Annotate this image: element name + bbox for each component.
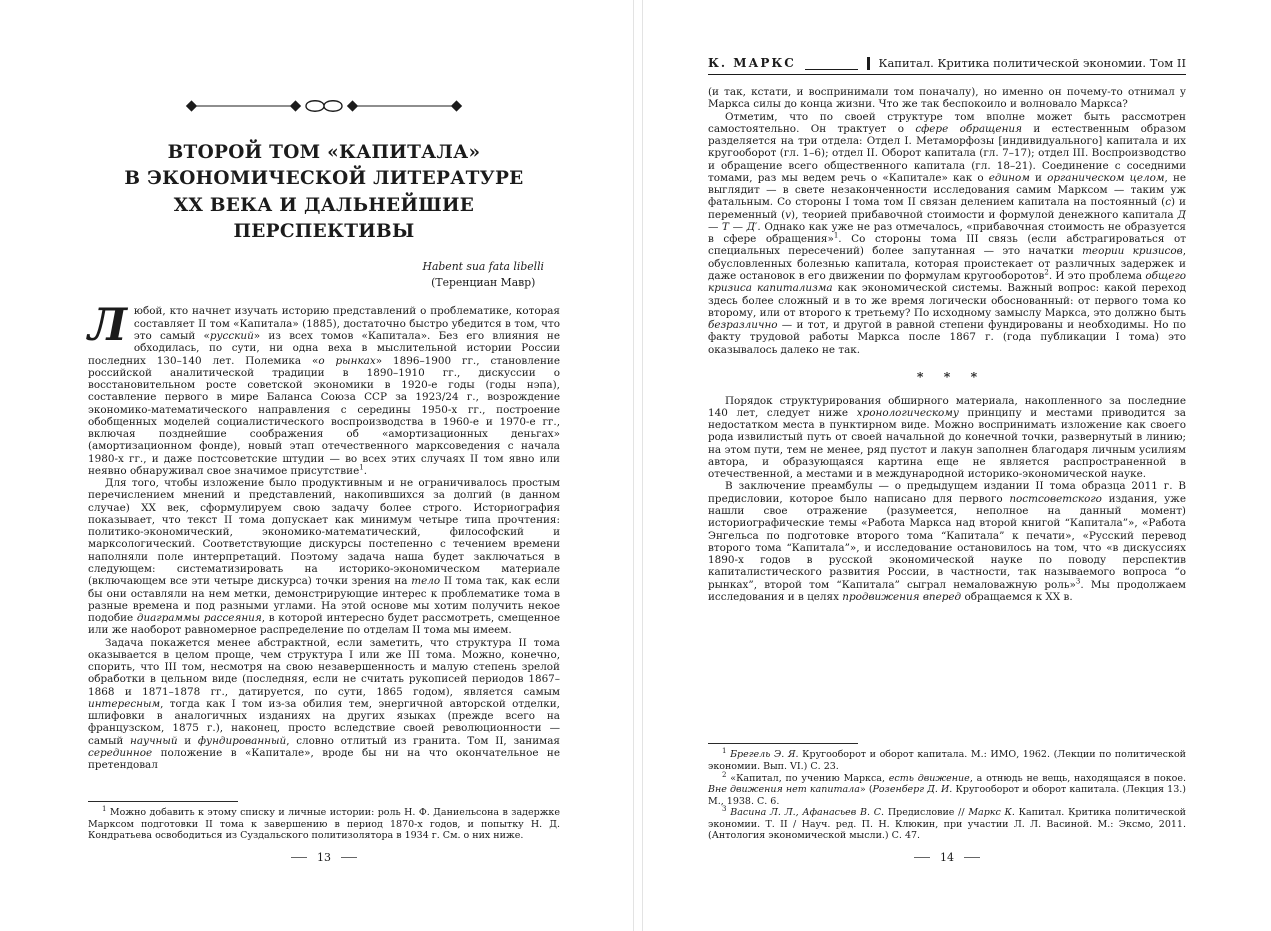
page-number-value: 13 [317, 851, 331, 864]
page-left [88, 56, 560, 864]
page-number-right [708, 851, 1186, 864]
page-number-rule [964, 857, 980, 858]
epigraph [423, 259, 544, 291]
section-separator: * * * [916, 368, 986, 384]
paragraph [88, 300, 560, 477]
chapter-title-line-3: XX ВЕКА И ДАЛЬНЕЙШИЕ [173, 194, 475, 216]
page-number-left [88, 851, 560, 864]
chapter-title-line-2: В ЭКОНОМИЧЕСКОЙ ЛИТЕРАТУРЕ [124, 168, 524, 190]
paragraph: Отметим, что по своей структуре том вполне может быть рассмотрен самостоятельно. Он трактует о сфере обращения и естественным образом разделяется на три отдела: Отдел I. Метаморфозы [индивидуального] капитала и их кругооборот (гл. 1–6); отдел II. Оборот капитала (гл. 7–17); отдел III. Воспроизводство и обращение всего общественного капитала (гл. 18–21). Соединение с соседними томами, раз мы ведем речь о «Капитале» как о едином и органическом целом, не выглядит — в свете незаконченности исследования самим Марксом — таким уж фатальным. Со стороны I тома том II связан делением капитала на постоянный (c) и переменный (v), теорией прибавочной стоимости и формулой денежного капитала Д — Т — Д′. Однако как уже не раз отмечалось, «прибавочная стоимость не образуется в сфере обращения»$^1$. Со стороны тома III связь (если абстрагироваться от специальных пересечений) более запутанная — это начатки теории кризисов, обусловленных болезнью капитала, которая проистекает от различных задержек и даже остановок в его движении по формулам кругооборотов$^2$. И это проблема общего кризиса капитализма как экономической системы. Важный вопрос: какой переход здесь более сложный и в то же время логически обоснованный: от первого тома ко второму, или от второго к третьему? По исходному замыслу Маркса, это должно быть безразлично — и тот, и другой в равной степени фундированы и необходимы. Но по факту трудовой работы Маркса после 1867 г. (года публикации I тома) это оказывалось далеко не так. [708, 110, 1187, 356]
page-number-rule [341, 857, 357, 858]
chapter-title-line-1: ВТОРОЙ ТОМ «КАПИТАЛА» [167, 142, 481, 163]
footnote-separator-rule [708, 743, 858, 744]
left-body-text [88, 300, 561, 772]
paragraph: В заключение преамбулы — о предыдущем издании II тома образца 2011 г. В предисловии, которое было написано для первого постсоветского издания, уже нашли свое отражение (разумеется, неполное на данный момент) историографические темы «Работа Маркса над второй книгой “Капитала”», «Работа Энгельса по подготовке второго тома “Капитала” к печати», «Русский перевод второго тома “Капитала”», и исследование остановилось на том, что «в дискуссиях 1890-х годов в русской экономической науке по поводу перспектив капиталистического развития России, в частности, так называемого вопроса “о рынках”, второй том “Капитала” сыграл немаловажную роль»$^3$. Мы продолжаем исследования и в целях продвижения вперед обращаемся к XX в. [708, 480, 1186, 603]
running-head-rule [805, 61, 858, 70]
paragraph: (и так, кстати, и воспринимали том поначалу), но именно он почему-то отнимал у Маркса силы до конца жизни. Что же так беспокоило и волновало Маркса? [708, 86, 1186, 111]
right-body-text [708, 86, 1186, 603]
footnote: $^1$ Можно добавить к этому списку и личные истории: роль Н. Ф. Даниельсона в задержке Марксом подготовки II тома к завершению в период 1870-х годов, и попытку Н. Д. Кондратьева освободиться из Суздальского политизолятора в 1934 г. См. о них ниже. [88, 805, 560, 842]
running-head-title: Капитал. Критика политической экономии. Том II [878, 56, 1186, 70]
chapter-title-line-4: ПЕРСПЕКТИВЫ [233, 220, 415, 242]
running-head [708, 56, 1186, 75]
paragraph: Порядок структурирования обширного материала, накопленного за последние 140 лет, следует ниже хронологическому принципу и местами приводится за недостатком места в пунктирном виде. Можно воспринимать изложение как своего рода извилистый путь от своей начальной до конечной точки, развернутый в линию; на этом пути, тем не менее, ряд пустот и лакун заполнен благодаря личным усилиям автора, и образующаяся картина еще не является распространенной в отечественной, а местами и в международной историко-экономической науке. [708, 394, 1186, 481]
drop-cap-initial: Л [88, 300, 127, 352]
page-number-rule [291, 857, 307, 858]
footnote: $^1$ Брегель Э. Я. Кругооборот и оборот капитала. М.: ИМО, 1962. (Лекции по политической экономии. Вып. VI.) С. 23. [708, 747, 1186, 772]
paragraph: Задача покажется менее абстрактной, если заметить, что структура II тома оказывается в целом проще, чем структура I или же III тома. Можно, конечно, спорить, что III том, несмотря на свою незавершенность и малую степень зрелой обработки в цельном виде (последняя, если не считать рукописей периодов 1867–1868 и 1871–1878 гг., датируется, по сути, 1865 годом), является самым интересным, тогда как I том из-за обилия тем, энергичной авторской отделки, шлифовки в аналогичных изданиях на других языках (прежде всего на французском, 1875 г.), наконец, просто вследствие своей революционности — самый научный и фундированный, словно отлитый из гранита. Том II, занимая серединное положение в «Капитале», вроде бы ни на что окончательное не претендовал [88, 636, 560, 772]
footnote: $^2$ «Капитал, по учению Маркса, есть движение, а отнюдь не вещь, находящаяся в покое. Вне движения нет капитала» (Розенберг Д. И. Кругооборот и оборот капитала. (Лекция 13.) М., 1938. С. 6. [708, 770, 1186, 807]
page-gutter-line [633, 0, 634, 931]
page-number-value: 14 [940, 851, 954, 864]
page-number-rule [914, 857, 930, 858]
footnote-block [88, 791, 560, 842]
ornament-divider-icon [184, 96, 464, 116]
chapter-title [88, 140, 560, 245]
running-head-author: К. МАРКС [708, 56, 796, 70]
epigraph-quote: Habent sua fata libelli [422, 260, 544, 274]
epigraph-attribution: (Теренциан Мавр) [431, 276, 536, 290]
footnote-block [708, 733, 1186, 842]
page-gutter-line [642, 0, 643, 931]
footnote: $^3$ Васина Л. Л., Афанасьев В. С. Предисловие // Маркс К. Капитал. Критика политической экономии. Т. II / Науч. ред. П. Н. Клюкин, при участии Л. Л. Васиной. М.: Эксмо, 2011. (Антология экономической мысли.) С. 47. [708, 805, 1186, 842]
running-head-divider [867, 57, 870, 70]
footnote-separator-rule [88, 801, 238, 802]
page-right [708, 56, 1186, 864]
ornament-divider [88, 96, 560, 120]
paragraph: Для того, чтобы изложение было продуктивным и не ограничивалось простым перечислением мнений и представлений, накопившихся за долгий (в данном случае) XX век, сформулируем свою задачу более строго. Историография показывает, что текст II тома допускает как минимум четыре типа прочтения: политико-экономический, экономико-математический, философский и марксологический. Соответствующие дискурсы постепенно с течением времени наполняли поле интерпретаций. Поэтому задача наша будет заключаться в следующем: систематизировать на историко-экономическом материале (включающем все эти четыре дискурса) точки зрения на тело II тома так, как если бы они оставляли на нем метки, демонстрирующие интерес к проблематике тома в разные времена и под разными углами. На этой основе мы хотим получить некое подобие диаграммы рассеяния, в которой интересно будет рассмотреть, смещенное или же наоборот равномерное распределение по отделам II тома мы имеем. [88, 477, 561, 637]
paragraph-text: юбой, кто начнет изучать историю представлений о проблематике, которая составляет II том «Капитала» (1885), достаточно быстро убедится в том, что это самый «русский» из всех томов «Капитала». Без его влияния не обходилась, по сути, ни одна веха в мыслительной истории России последних 130–140 лет. Полемика «о рынках» 1896–1900 гг., становление российской аналитической традиции в 1890–1910 гг., дискуссии о восстановительном росте советской экономики в 1920-е годы (годы нэпа), составление первого в мире Баланса Союза ССР за 1923/24 г., возрождение экономико-математического направления с середины 1950-х гг., построение обобщенных моделей социалистического воспроизводства в 1960-е и 1970-е гг., включая позднейшие соображения об «амортизационных деньгах» (амортизационном фонде), новый этап отечественного марксоведения с начала 1980-х гг., и даже постсоветские штудии — во всех этих случаях II том явно или неявно обнаруживал свое значимое присутствие$^1$. [88, 305, 560, 477]
